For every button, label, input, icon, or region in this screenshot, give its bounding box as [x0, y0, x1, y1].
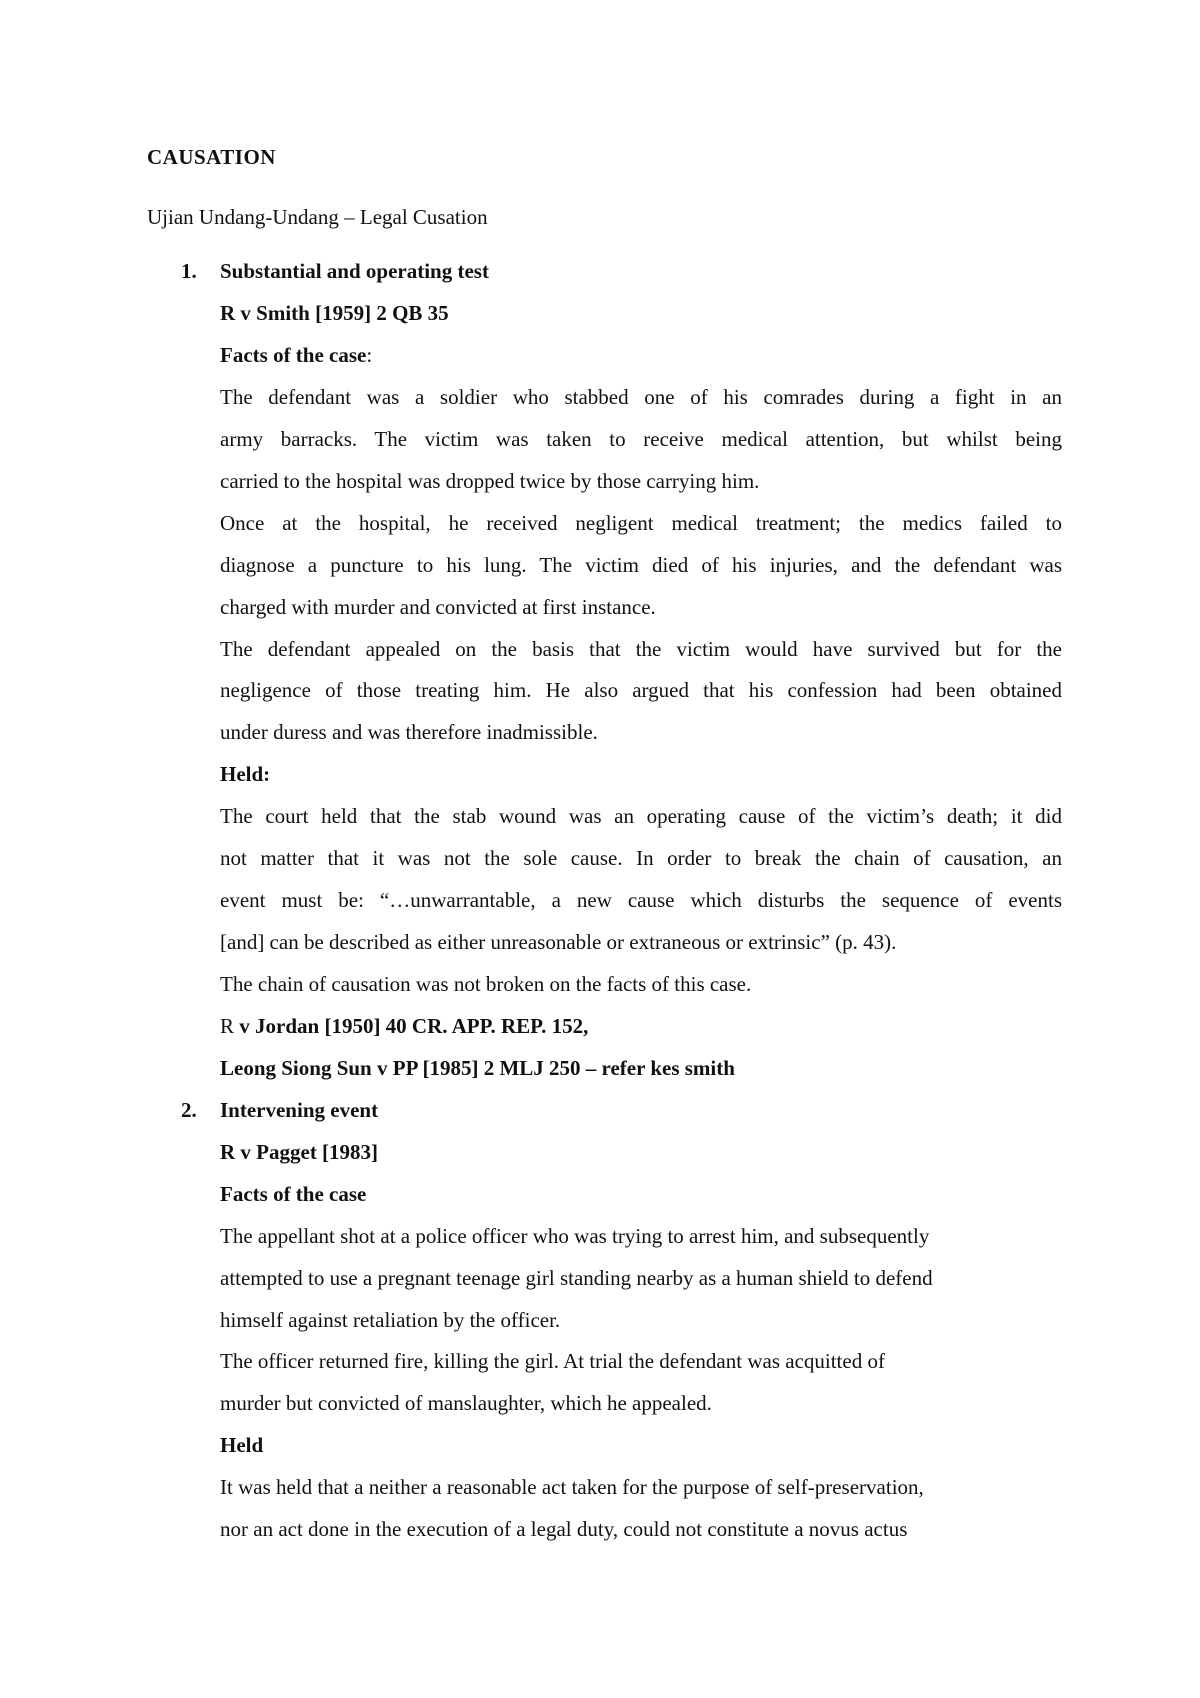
section-1-related-case: [220, 1013, 588, 1039]
section-1-held-line: The chain of causation was not broken on the facts of this case.: [220, 972, 752, 996]
section-1-facts-label: Facts of the case: [220, 343, 367, 367]
section-2-facts-line: The officer returned fire, killing the girl. At trial the defendant was acquitted of: [220, 1349, 885, 1373]
section-1-facts-label-line: [220, 342, 372, 368]
section-1-facts-line: under duress and was therefore inadmissible.: [220, 720, 598, 744]
section-1-held-line: The court held that the stab wound was an operating cause of the victim’s death; it did: [220, 804, 1062, 828]
section-2-held-line: It was held that a neither a reasonable act taken for the purpose of self-preservation,: [220, 1475, 924, 1499]
section-2-facts-line: attempted to use a pregnant teenage girl standing nearby as a human shield to defend: [220, 1266, 933, 1290]
section-1-heading: Substantial and operating test: [220, 259, 489, 283]
section-2-facts-label: Facts of the case: [220, 1182, 367, 1206]
section-1-held-line: event must be: “…unwarrantable, a new cause which disturbs the sequence of events: [220, 888, 1062, 912]
section-2-held-label: Held: [220, 1433, 264, 1457]
section-2-heading: Intervening event: [220, 1098, 379, 1122]
section-1-facts-line: Once at the hospital, he received negligent medical treatment; the medics failed to: [220, 511, 1062, 535]
section-1-facts-line: diagnose a puncture to his lung. The victim died of his injuries, and the defendant was: [220, 553, 1062, 577]
section-1-held-line: [and] can be described as either unreasonable or extraneous or extrinsic” (p. 43).: [220, 930, 897, 954]
section-2-facts-line: murder but convicted of manslaughter, which he appealed.: [220, 1391, 712, 1415]
document-subtitle: Ujian Undang-Undang – Legal Cusation: [147, 205, 488, 229]
section-1-number: 1.: [181, 259, 197, 283]
section-2-held-line: nor an act done in the execution of a legal duty, could not constitute a novus actus: [220, 1517, 908, 1541]
section-2-case-citation: R v Pagget [1983]: [220, 1140, 379, 1164]
section-1-facts-line: charged with murder and convicted at first instance.: [220, 595, 656, 619]
section-1-facts-colon: :: [366, 343, 373, 367]
section-1-facts-line: negligence of those treating him. He also argued that his confession had been obtained: [220, 678, 1062, 702]
document-title: CAUSATION: [147, 145, 276, 169]
related-case-citation: v Jordan [1950] 40 CR. APP. REP. 152,: [239, 1014, 589, 1038]
section-1-facts-line: The defendant was a soldier who stabbed one of his comrades during a fight in an: [220, 385, 1062, 409]
section-1-facts-line: The defendant appealed on the basis that the victim would have survived but for the: [220, 637, 1062, 661]
section-1-facts-line: army barracks. The victim was taken to receive medical attention, but whilst being: [220, 427, 1062, 451]
section-1-related-case: Leong Siong Sun v PP [1985] 2 MLJ 250 – refer kes smith: [220, 1056, 735, 1080]
section-2-facts-line: himself against retaliation by the officer.: [220, 1308, 561, 1332]
section-1-case-citation: R v Smith [1959] 2 QB 35: [220, 301, 449, 325]
section-2-facts-line: The appellant shot at a police officer who was trying to arrest him, and subsequently: [220, 1224, 930, 1248]
section-1-held-label: Held:: [220, 762, 271, 786]
section-1-held-line: not matter that it was not the sole cause. In order to break the chain of causation, an: [220, 846, 1062, 870]
related-case-prefix: R: [220, 1014, 240, 1038]
section-1-facts-line: carried to the hospital was dropped twice by those carrying him.: [220, 469, 760, 493]
section-2-number: 2.: [181, 1098, 197, 1122]
